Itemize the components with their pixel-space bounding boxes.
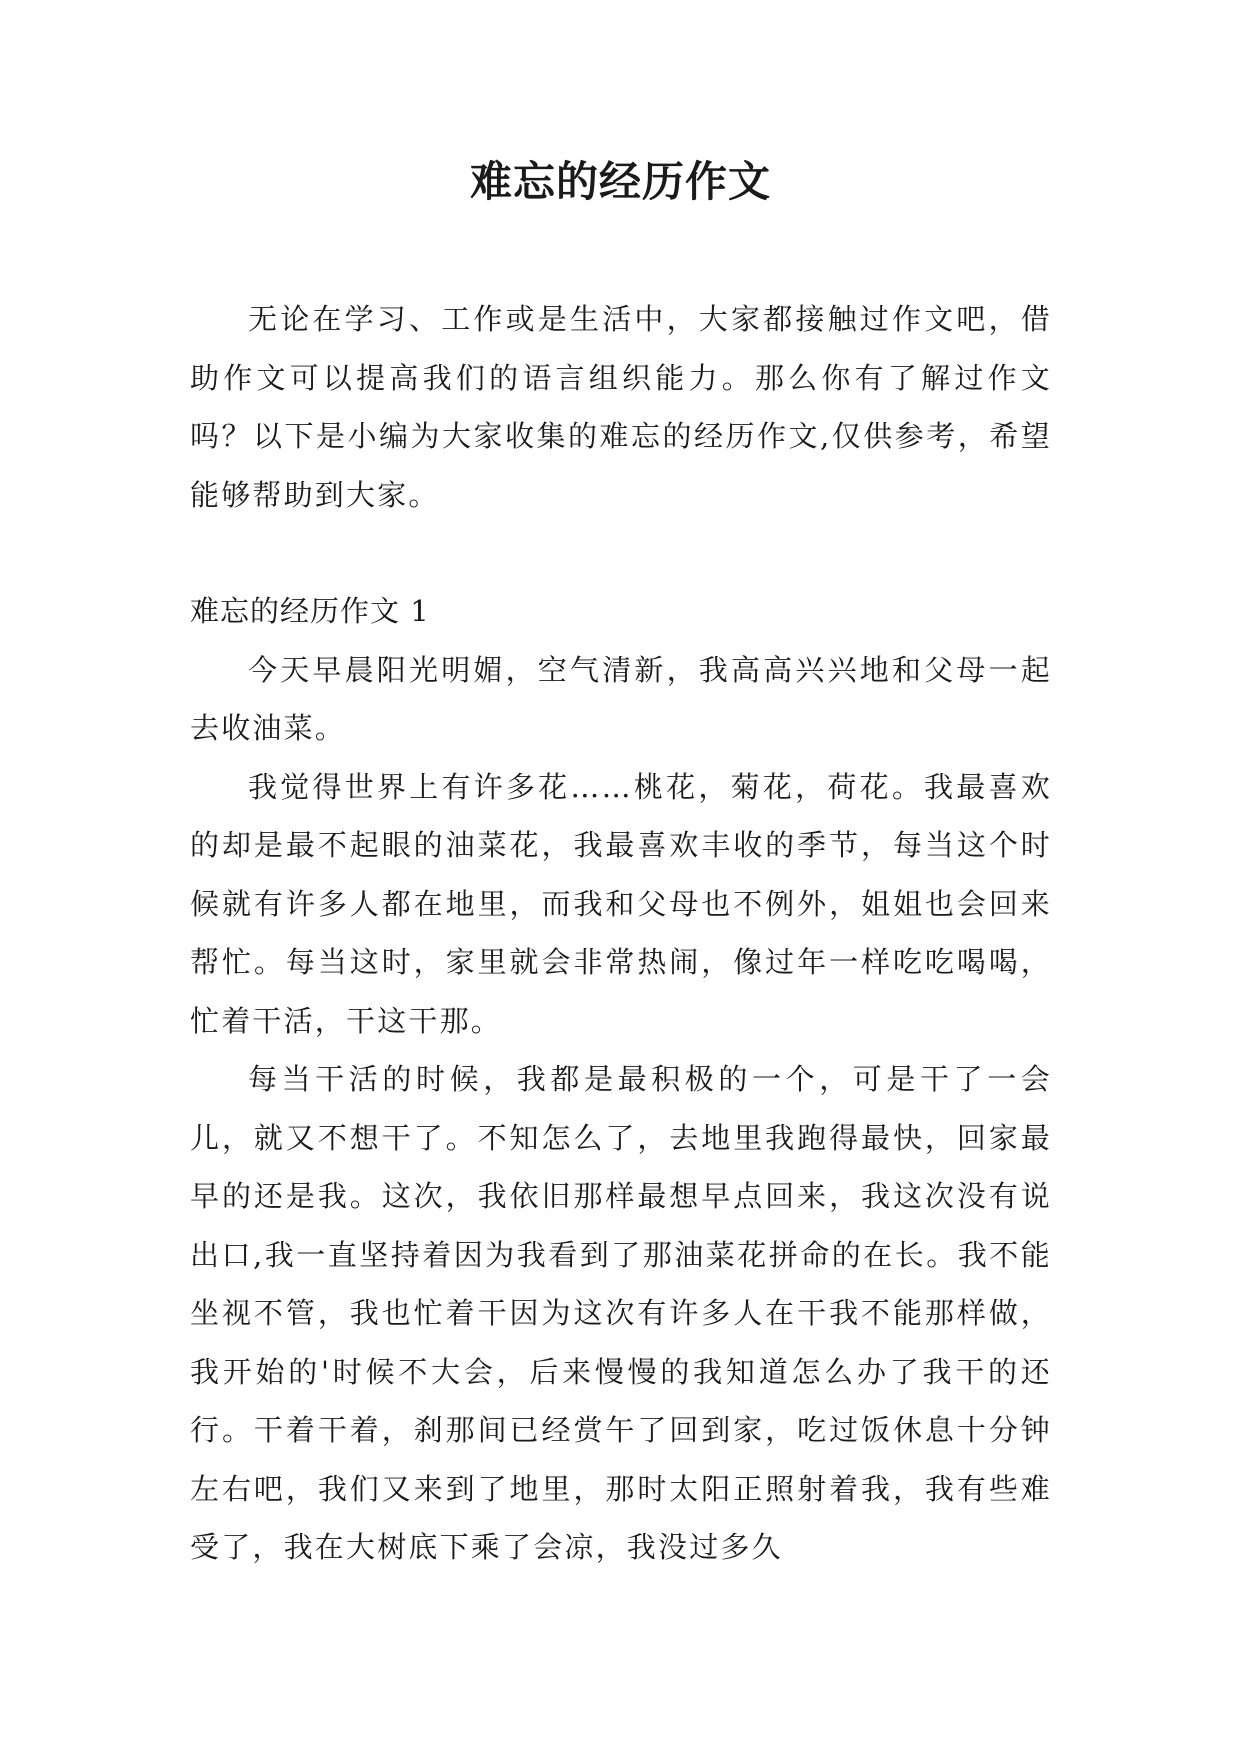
body-paragraph-3: 每当干活的时候，我都是最积极的一个，可是干了一会儿，就又不想干了。不知怎么了，去地里我跑得最快，回家最早的还是我。这次，我依旧那样最想早点回来，我这次没有说出口,我一直坚持着因为我看到了那油菜花拼命的在长。我不能坐视不管，我也忙着干因为这次有许多人在干我不能那样做，我开始的'时候不大会，后来慢慢的我知道怎么办了我干的还行。干着干着，刹那间已经赏午了回到家，吃过饭休息十分钟左右吧，我们又来到了地里，那时太阳正照射着我，我有些难受了，我在大树底下乘了会凉，我没过多久	[190, 1062, 1052, 1564]
document-title: 难忘的经历作文	[469, 157, 771, 206]
intro-paragraph: 无论在学习、工作或是生活中，大家都接触过作文吧，借助作文可以提高我们的语言组织能力。那么你有了解过作文吗？以下是小编为大家收集的难忘的经历作文,仅供参考，希望能够帮助到大家。	[190, 302, 1052, 512]
body-paragraph-2: 我觉得世界上有许多花……桃花，菊花，荷花。我最喜欢的却是最不起眼的油菜花，我最喜欢丰收的季节，每当这个时候就有许多人都在地里，而我和父母也不例外，姐姐也会回来帮忙。每当这时，家里就会非常热闹，像过年一样吃吃喝喝，忙着干活，干这干那。	[190, 769, 1052, 1038]
body-paragraph-1: 今天早晨阳光明媚，空气清新，我高高兴兴地和父母一起去收油菜。	[190, 652, 1052, 745]
section-heading: 难忘的经历作文 1	[190, 594, 430, 628]
document-body	[190, 290, 1052, 1577]
